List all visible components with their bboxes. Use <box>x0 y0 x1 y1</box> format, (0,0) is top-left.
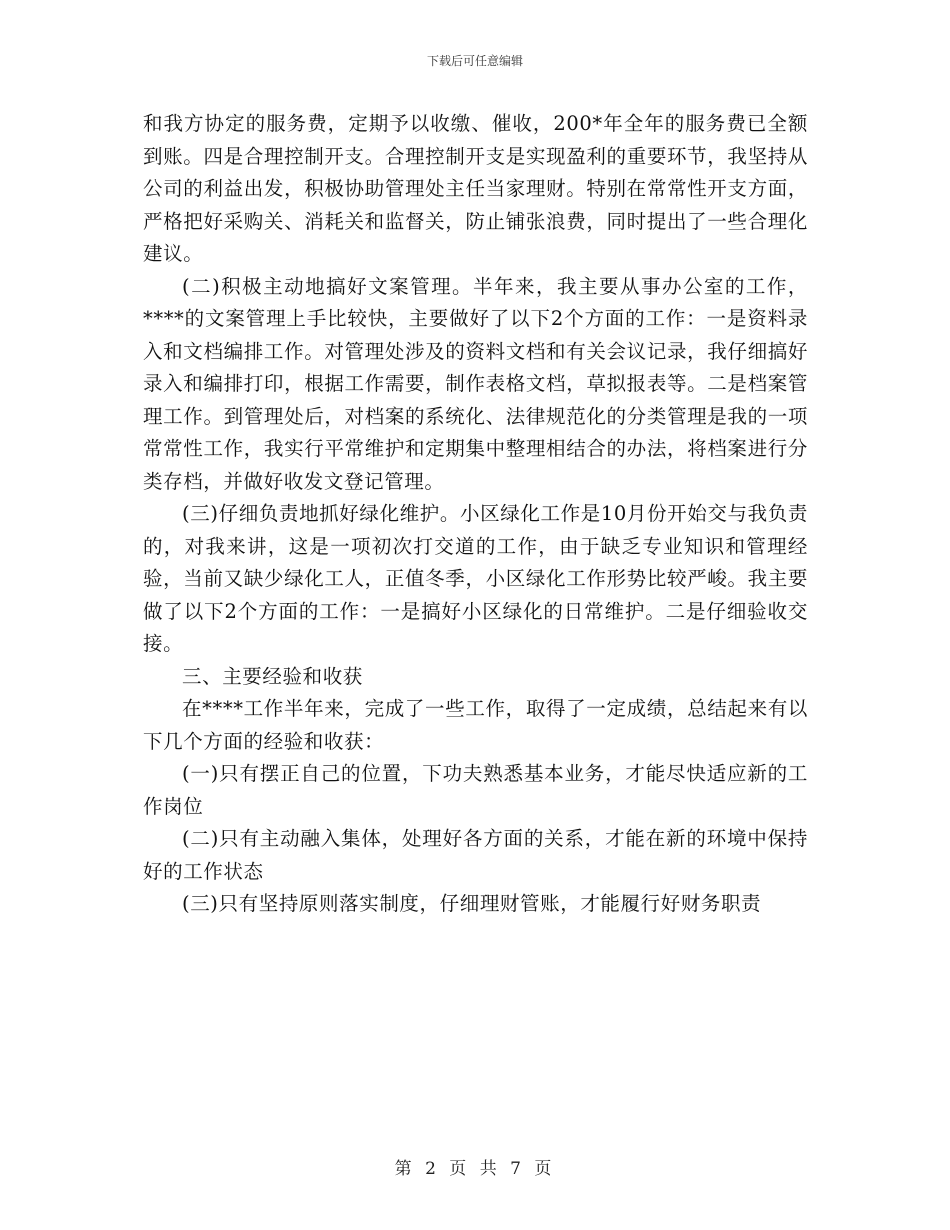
experience-item-2: (二)只有主动融入集体，处理好各方面的关系，才能在新的环境中保持好的工作状态 <box>143 827 808 883</box>
paragraph-1: 和我方协定的服务费，定期予以收缴、催收，200*年全年的服务费已全额到账。四是合理控制开支。合理控制开支是实现盈利的重要环节，我坚持从公司的利益出发，积极协助管理处主任当家理财。特别在常常性开支方面，严格把好采购关、消耗关和监督关，防止铺张浪费，同时提出了一些合理化建议。 <box>143 112 808 265</box>
section-heading: 三、主要经验和收获 <box>182 664 363 688</box>
paragraph-4: 在****工作半年来，完成了一些工作，取得了一定成绩，总结起来有以下几个方面的经验和收获： <box>143 697 808 753</box>
document-body <box>143 108 808 921</box>
page-number: 第 2 页 共 7 页 <box>394 1159 556 1179</box>
page-header: 下载后可任意编辑 <box>426 54 523 68</box>
paragraph-3: (三)仔细负责地抓好绿化维护。小区绿化工作是10月份开始交与我负责的，对我来讲，这是一项初次打交道的工作，由于缺乏专业知识和管理经验，当前又缺少绿化工人，正值冬季，小区绿化工作形势比较严峻。我主要做了以下2个方面的工作：一是搞好小区绿化的日常维护。二是仔细验收交接。 <box>143 502 808 655</box>
experience-item-3: (三)只有坚持原则落实制度，仔细理财管账，才能履行好财务职责 <box>182 892 762 915</box>
experience-item-1: (一)只有摆正自己的位置，下功夫熟悉基本业务，才能尽快适应新的工作岗位 <box>143 762 808 818</box>
paragraph-2: (二)积极主动地搞好文案管理。半年来，我主要从事办公室的工作，****的文案管理上手比较快，主要做好了以下2个方面的工作：一是资料录入和文档编排工作。对管理处涉及的资料文档和有关会议记录，我仔细搞好录入和编排打印，根据工作需要，制作表格文档，草拟报表等。二是档案管理工作。到管理处后，对档案的系统化、法律规范化的分类管理是我的一项常常性工作，我实行平常维护和定期集中整理相结合的办法，将档案进行分类存档，并做好收发文登记管理。 <box>143 274 808 493</box>
